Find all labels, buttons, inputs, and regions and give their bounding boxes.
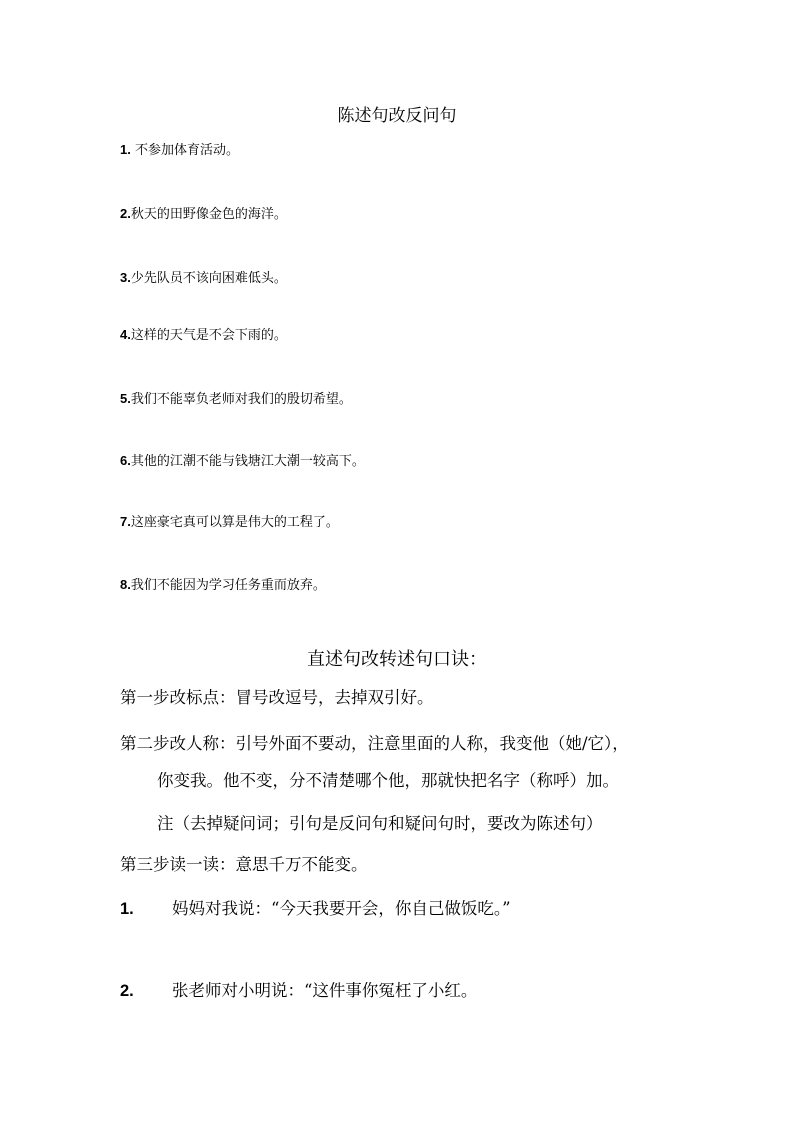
section1-title: 陈述句改反问句: [337, 106, 457, 126]
item-number: 1.: [120, 142, 131, 157]
item-text: 我们不能辜负老师对我们的殷切希望。: [130, 392, 352, 407]
list-item: [120, 451, 365, 472]
example-number: 1.: [120, 900, 134, 918]
example-text: 妈妈对我说：“今天我要开会，你自己做饭吃。”: [172, 899, 511, 918]
item-text: 不参加体育活动。: [130, 143, 239, 158]
example-item: [120, 897, 511, 921]
item-number: 8.: [120, 577, 131, 592]
rule-line: 第三步读一读：意思千万不能变。: [120, 855, 368, 874]
item-text: 少先队员不该向困难低头。: [130, 271, 287, 286]
list-item: [120, 512, 339, 533]
rule-line: 第二步改人称：引号外面不要动，注意里面的人称，我变他（她/它），: [120, 734, 629, 753]
item-number: 5.: [120, 391, 131, 406]
rule-line: 第一步改标点：冒号改逗号，去掉双引好。: [120, 688, 434, 707]
rule-line: 注（去掉疑问词；引句是反问句和疑问句时，要改为陈述句）: [157, 814, 603, 833]
list-item: [120, 140, 239, 161]
list-item: [120, 389, 352, 410]
item-number: 4.: [120, 327, 131, 342]
item-number: 2.: [120, 206, 131, 221]
item-text: 这座豪宅真可以算是伟大的工程了。: [130, 515, 339, 530]
item-number: 7.: [120, 514, 131, 529]
item-number: 3.: [120, 270, 131, 285]
item-number: 6.: [120, 453, 131, 468]
example-item: [120, 979, 477, 1003]
item-text: 我们不能因为学习任务重而放弃。: [130, 578, 326, 593]
item-text: 这样的天气是不会下雨的。: [130, 328, 287, 343]
list-item: [120, 204, 287, 225]
section2-title: 直述句改转述句口诀：: [307, 649, 487, 670]
list-item: [120, 325, 287, 346]
example-text: 张老师对小明说：“这件事你冤枉了小红。: [172, 981, 478, 1000]
list-item: [120, 268, 287, 289]
item-text: 秋天的田野像金色的海洋。: [130, 207, 287, 222]
list-item: [120, 575, 326, 596]
example-number: 2.: [120, 982, 134, 1000]
rule-line: 你变我。他不变，分不清楚哪个他，那就快把名字（称呼）加。: [157, 771, 619, 790]
item-text: 其他的江潮不能与钱塘江大潮一较高下。: [130, 454, 365, 469]
